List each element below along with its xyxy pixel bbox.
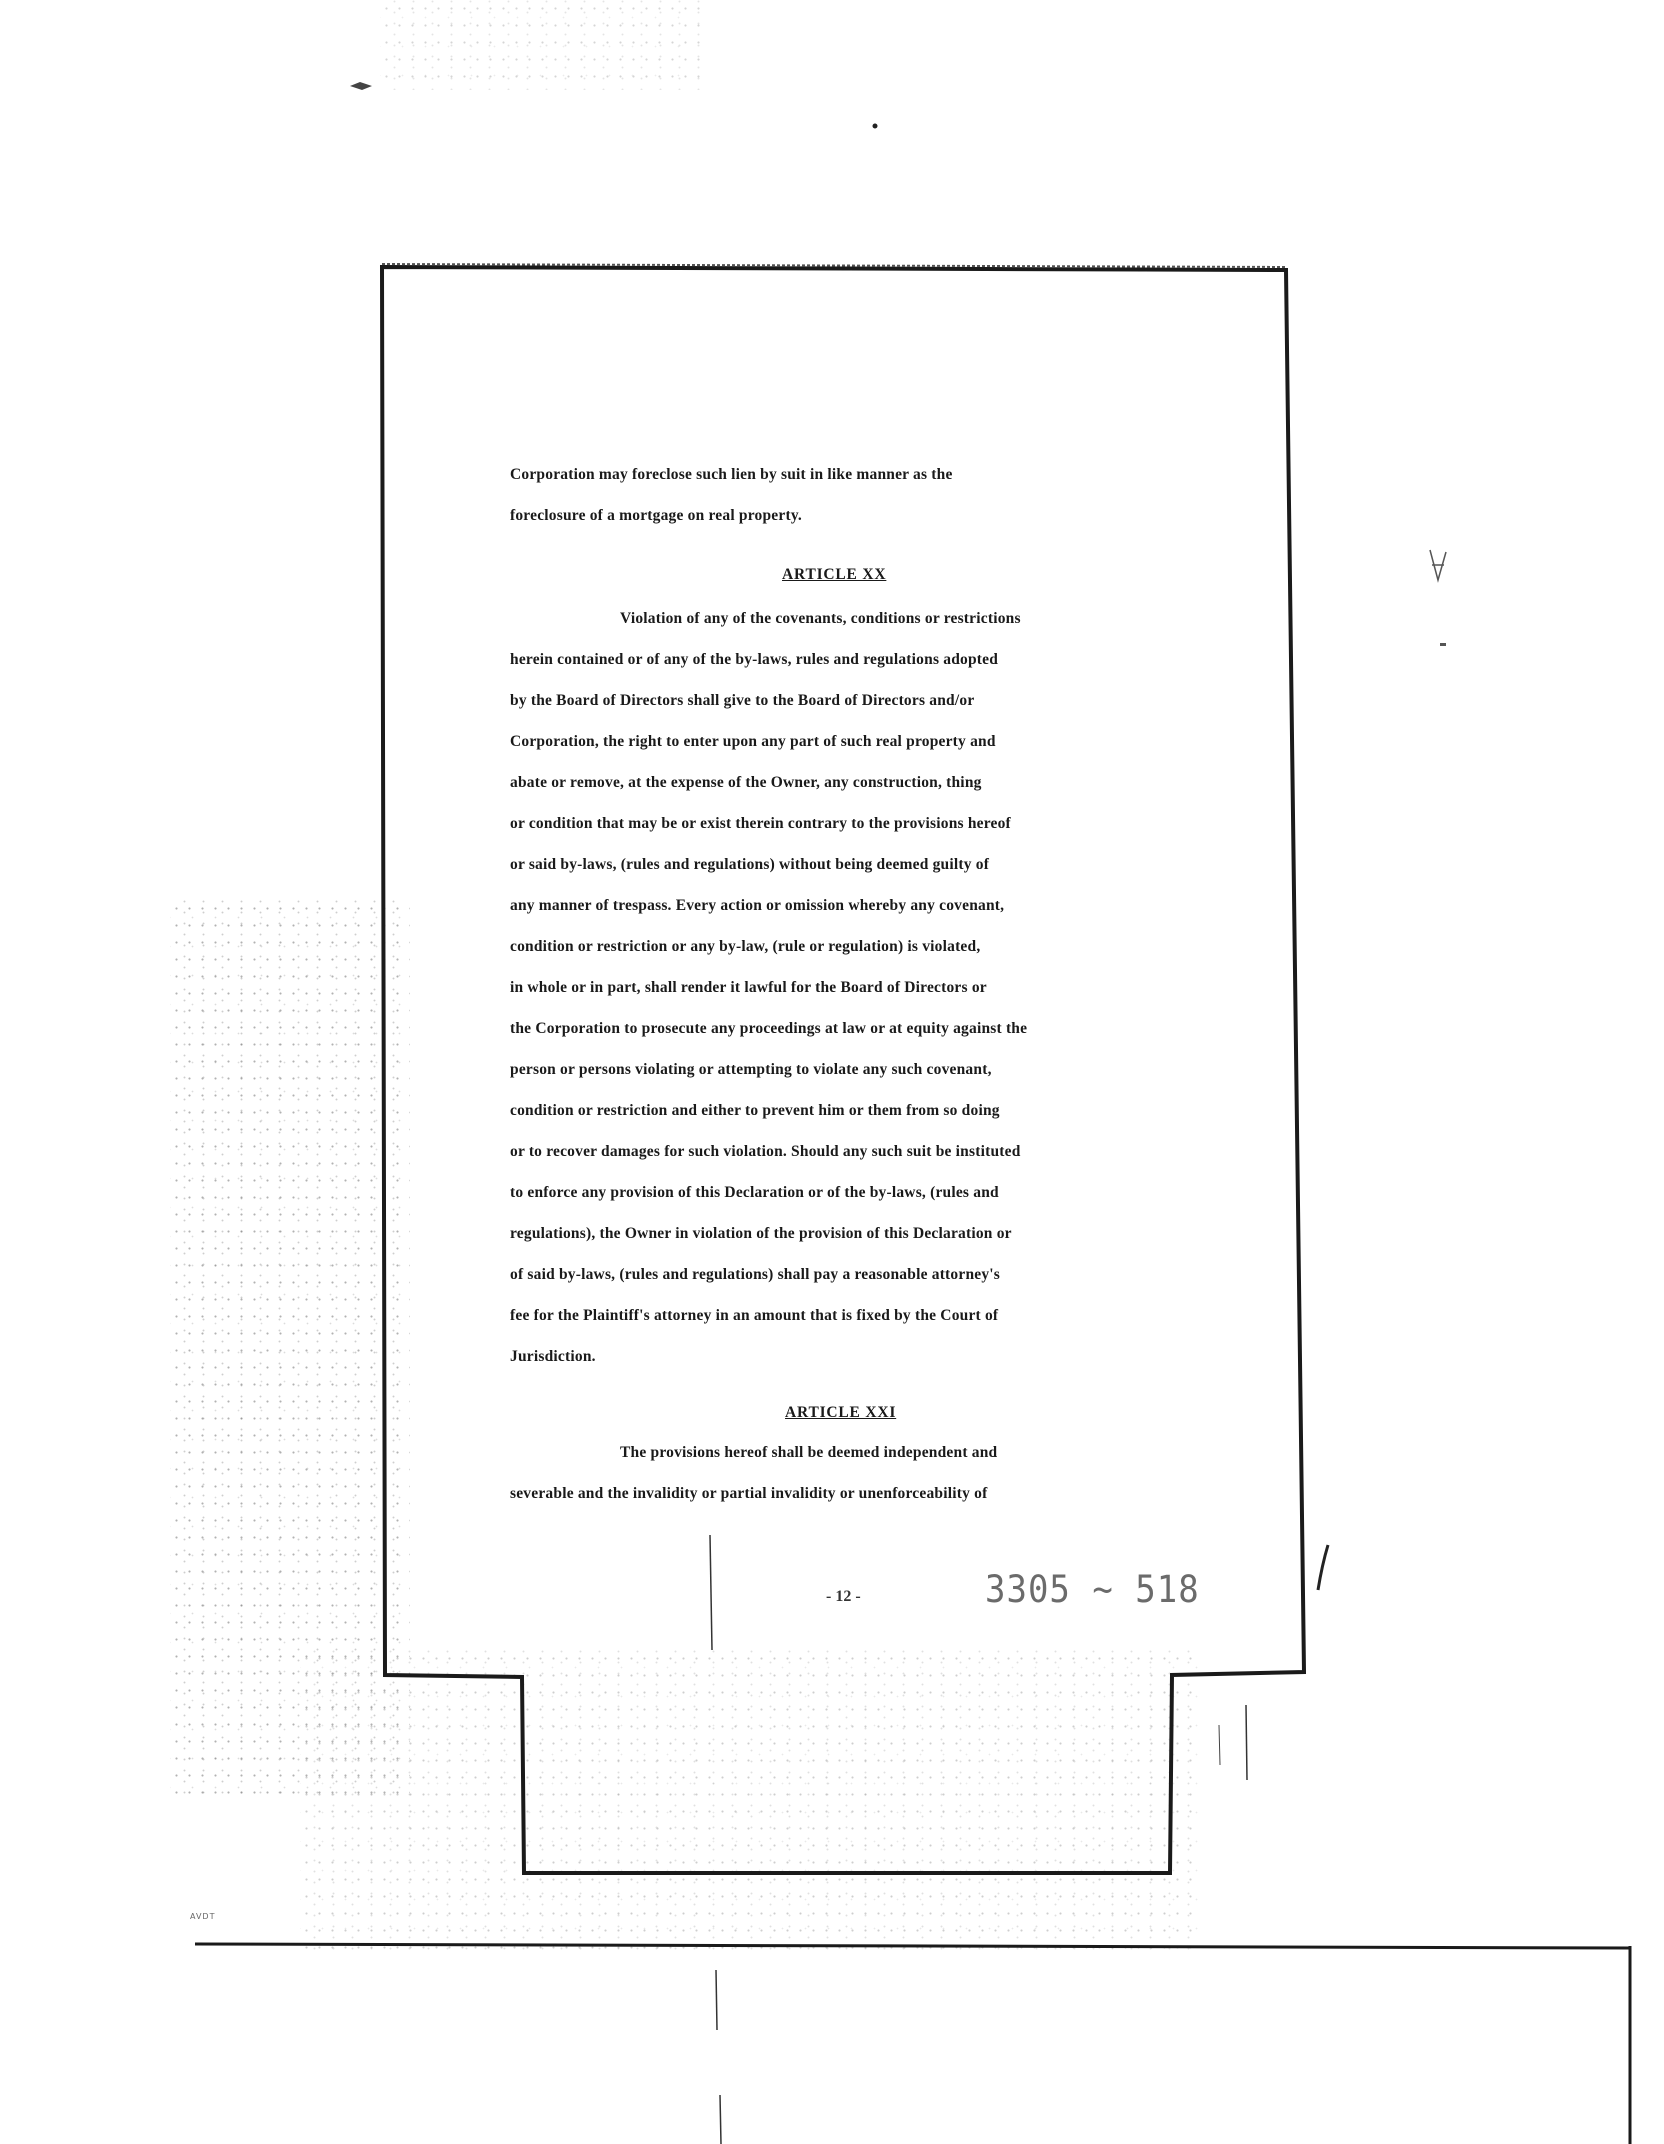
vertical-mark-5 xyxy=(1219,1725,1220,1765)
text-line: the Corporation to prosecute any proceedings at law or at equity against the xyxy=(510,1020,1028,1037)
vertical-mark-2 xyxy=(716,1970,717,2030)
lower-frame-top-line xyxy=(195,1944,1630,1948)
text-line: fee for the Plaintiff's attorney in an amount that is fixed by the Court of xyxy=(510,1307,999,1324)
text-line: or to recover damages for such violation. Should any such suit be instituted xyxy=(510,1143,1021,1160)
text-line: severable and the invalidity or partial invalidity or unenforceability of xyxy=(510,1485,988,1502)
text-line: Corporation may foreclose such lien by suit in like manner as the xyxy=(510,466,953,483)
text-line: person or persons violating or attempting to violate any such covenant, xyxy=(510,1061,992,1078)
text-line: The provisions hereof shall be deemed independent and xyxy=(620,1444,998,1461)
text-line: condition or restriction and either to prevent him or them from so doing xyxy=(510,1102,1000,1119)
vertical-mark-1 xyxy=(710,1535,712,1650)
text-line: Jurisdiction. xyxy=(510,1348,596,1365)
dot-mark xyxy=(873,124,878,129)
text-line: to enforce any provision of this Declaration or of the by-laws, (rules and xyxy=(510,1184,999,1201)
right-margin-mark xyxy=(1430,550,1446,580)
article-xx-heading: ARTICLE XX xyxy=(782,566,887,583)
text-line: foreclosure of a mortgage on real property. xyxy=(510,507,802,524)
article-xxi-body xyxy=(510,1432,1210,1514)
paragraph-foreclosure xyxy=(510,454,1210,536)
text-line: abate or remove, at the expense of the Owner, any construction, thing xyxy=(510,774,982,791)
vertical-mark-4 xyxy=(1246,1705,1247,1780)
text-line: of said by-laws, (rules and regulations) shall pay a reasonable attorney's xyxy=(510,1266,1001,1283)
recording-stamp: 3305 ~ 518 xyxy=(985,1568,1200,1612)
text-line: or said by-laws, (rules and regulations) without being deemed guilty of xyxy=(510,856,990,873)
vertical-mark-3 xyxy=(720,2095,721,2144)
text-line: Corporation, the right to enter upon any part of such real property and xyxy=(510,733,996,750)
page-number: - 12 - xyxy=(826,1588,861,1605)
right-margin-tick xyxy=(1440,643,1446,646)
text-line: herein contained or of any of the by-laws, rules and regulations adopted xyxy=(510,651,999,668)
text-line: Violation of any of the covenants, conditions or restrictions xyxy=(620,610,1021,627)
text-line: regulations), the Owner in violation of the provision of this Declaration or xyxy=(510,1225,1012,1242)
text-line: any manner of trespass. Every action or omission whereby any covenant, xyxy=(510,897,1005,914)
text-line: by the Board of Directors shall give to the Board of Directors and/or xyxy=(510,692,975,709)
pen-mark xyxy=(1318,1545,1328,1590)
article-xxi-heading: ARTICLE XXI xyxy=(785,1404,897,1421)
text-line: condition or restriction or any by-law, (rule or regulation) is violated, xyxy=(510,938,981,955)
text-line: in whole or in part, shall render it lawful for the Board of Directors or xyxy=(510,979,987,996)
text-line: or condition that may be or exist therein contrary to the provisions hereof xyxy=(510,815,1011,832)
margin-note: AVDT xyxy=(190,1912,216,1921)
top-left-scratch xyxy=(350,82,372,90)
article-xx-body xyxy=(510,598,1210,1377)
